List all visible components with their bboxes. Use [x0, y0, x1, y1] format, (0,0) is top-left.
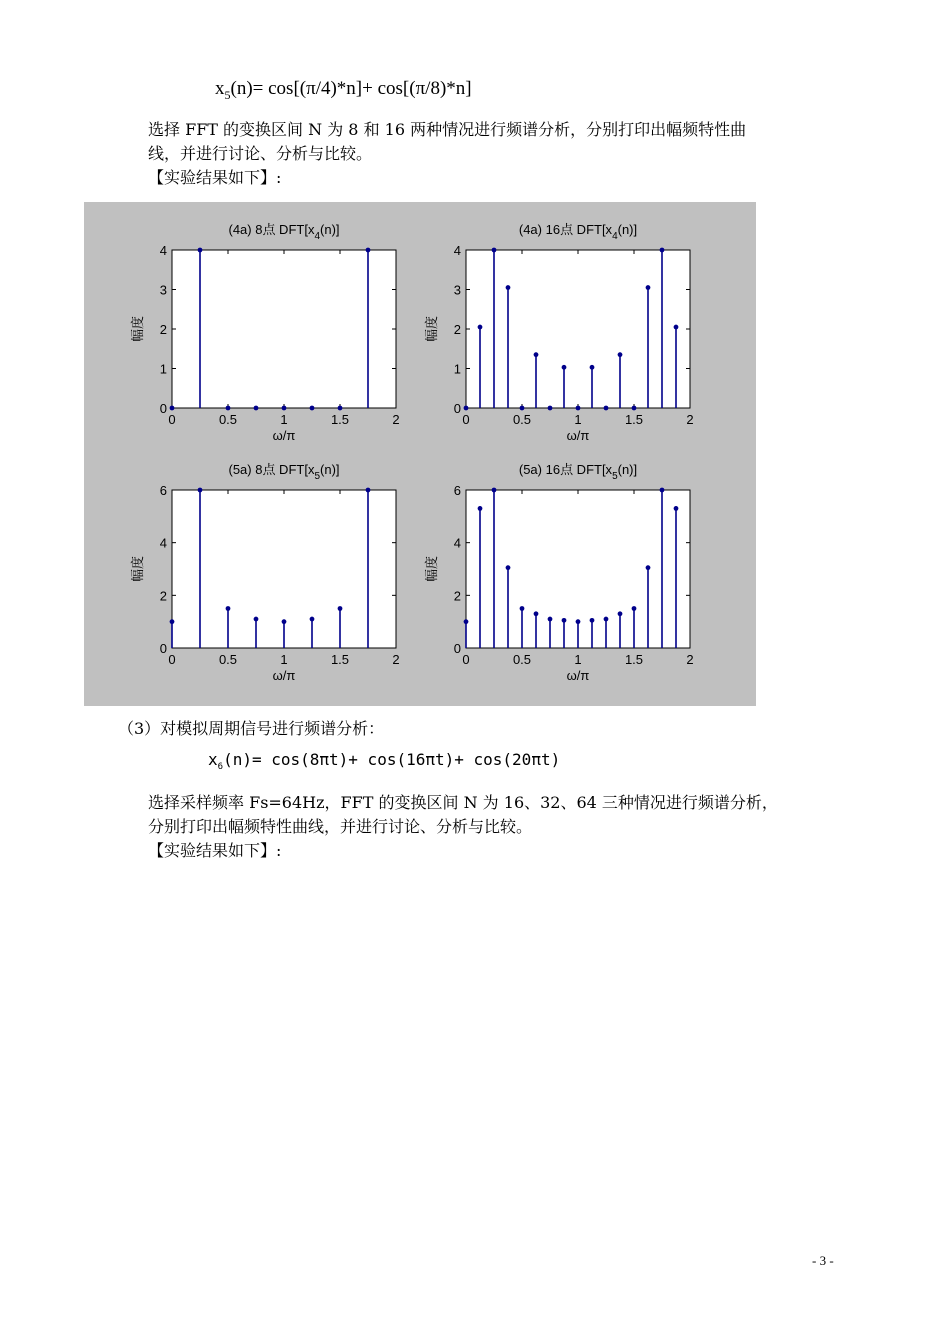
subplot-1	[130, 222, 400, 443]
formula-x5-rhs: (n)= cos[(π/4)*n]+ cos[(π/8)*n]	[230, 78, 472, 99]
formula-x6	[208, 750, 560, 772]
stem-marker	[506, 285, 511, 290]
y-tick-label: 6	[159, 483, 167, 498]
stem-marker	[226, 406, 231, 411]
x-tick-label: 1	[280, 652, 288, 667]
x-tick-label: 0.5	[512, 652, 532, 667]
stem-marker	[338, 406, 343, 411]
axes-box	[172, 250, 396, 408]
stem-marker	[198, 488, 203, 493]
stem-marker	[506, 565, 511, 570]
x-tick-label: 0.5	[512, 412, 532, 427]
y-axis-label: 幅度	[130, 315, 145, 343]
stem-marker	[520, 406, 525, 411]
stem-marker	[478, 506, 483, 511]
stem-marker	[604, 406, 609, 411]
paragraph-1-line-2: 线，并进行讨论、分析与比较。	[148, 144, 373, 163]
stem-marker	[534, 352, 539, 357]
stem-marker	[478, 325, 483, 330]
stem-marker	[618, 352, 623, 357]
stem-marker	[198, 248, 203, 253]
stem-marker	[520, 606, 525, 611]
y-tick-label: 4	[159, 535, 167, 551]
stem-marker	[660, 488, 665, 493]
formula-x5-sub: 5	[224, 87, 231, 102]
subplot-3	[130, 462, 400, 683]
subplot-title: (4a) 16点 $DFT[x_4(n)]$	[518, 222, 638, 242]
paragraph-1-line-1: 选择 FFT 的变换区间 N 为 8 和 16 两种情况进行频谱分析，分别打印出幅频特性曲	[148, 120, 747, 139]
formula-x5-lhs: x	[215, 78, 225, 99]
stem-marker	[366, 248, 371, 253]
y-axis-label: 幅度	[424, 555, 439, 583]
x-tick-label: 1.5	[624, 652, 644, 667]
stem-marker	[660, 248, 665, 253]
x-tick-label: 0	[462, 412, 470, 427]
formula-x6-sub: 6	[217, 762, 224, 773]
y-tick-label: 2	[453, 322, 461, 337]
stem-marker	[590, 618, 595, 623]
x-axis-label: ω/π	[566, 668, 590, 683]
stem-marker	[646, 565, 651, 570]
stem-marker	[534, 611, 539, 616]
stem-marker	[464, 619, 469, 624]
y-tick-label: 0	[159, 401, 167, 416]
x-axis-label: ω/π	[272, 668, 296, 683]
y-tick-label: 2	[159, 322, 167, 337]
x-tick-label: 0	[168, 412, 176, 427]
paragraph-1	[148, 118, 746, 190]
subplot-2	[424, 222, 694, 443]
x-tick-label: 0	[462, 652, 470, 667]
stem-marker	[310, 406, 315, 411]
stem-marker	[590, 365, 595, 370]
x-tick-label: 1.5	[624, 412, 644, 427]
y-tick-label: 4	[453, 535, 461, 551]
x-tick-label: 1	[574, 652, 582, 667]
y-tick-label: 4	[453, 243, 461, 258]
results-heading-1: 【实验结果如下】:	[148, 168, 282, 187]
y-tick-label: 1	[453, 361, 461, 377]
formula-x5	[215, 78, 472, 103]
y-tick-label: 0	[453, 641, 461, 656]
stem-marker	[576, 619, 581, 624]
page-number: - 3 -	[812, 1253, 834, 1268]
stem-marker	[674, 506, 679, 511]
axes-box	[466, 250, 690, 408]
y-tick-label: 1	[159, 361, 167, 377]
y-tick-label: 2	[453, 588, 461, 604]
x-tick-label: 1.5	[330, 412, 350, 427]
y-tick-label: 3	[159, 282, 167, 298]
stem-marker	[576, 406, 581, 411]
y-tick-label: 4	[159, 243, 167, 258]
stem-marker	[632, 606, 637, 611]
paragraph-2	[148, 791, 778, 863]
x-tick-label: 0.5	[218, 652, 238, 667]
stem-marker	[492, 248, 497, 253]
x-tick-label: 1.5	[330, 652, 350, 667]
x-tick-label: 0.5	[218, 412, 238, 427]
figure-stem-plots	[84, 202, 756, 706]
stem-marker	[170, 619, 175, 624]
y-tick-label: 3	[453, 282, 461, 298]
stem-marker	[254, 617, 259, 622]
results-heading-2: 【实验结果如下】:	[148, 841, 282, 860]
x-tick-label: 2	[686, 652, 694, 667]
figure-svg	[84, 202, 756, 706]
formula-x6-lhs: x	[208, 750, 218, 769]
section-3-heading: （3）对模拟周期信号进行频谱分析：	[118, 719, 385, 738]
stem-marker	[226, 606, 231, 611]
y-tick-label: 2	[159, 588, 167, 604]
subplot-title: (5a) 8点 $DFT[x_5(n)]$	[228, 462, 340, 482]
stem-marker	[548, 406, 553, 411]
stem-marker	[562, 618, 567, 623]
x-axis-label: ω/π	[566, 428, 590, 443]
formula-x6-rhs: (n)= cos(8πt)+ cos(16πt)+ cos(20πt)	[223, 750, 561, 769]
stem-marker	[254, 406, 259, 411]
x-tick-label: 2	[392, 652, 400, 667]
x-tick-label: 1	[574, 412, 582, 427]
stem-marker	[282, 619, 287, 624]
y-tick-label: 0	[159, 641, 167, 656]
x-tick-label: 2	[686, 412, 694, 427]
stem-marker	[618, 611, 623, 616]
subplot-4	[424, 462, 694, 683]
subplot-title: (4a) 8点 $DFT[x_4(n)]$	[228, 222, 340, 242]
stem-marker	[170, 406, 175, 411]
x-tick-label: 1	[280, 412, 288, 427]
stem-marker	[646, 285, 651, 290]
stem-marker	[632, 406, 637, 411]
stem-marker	[604, 617, 609, 622]
y-tick-label: 6	[453, 483, 461, 498]
x-tick-label: 2	[392, 412, 400, 427]
paragraph-2-line-1: 选择采样频率 Fs=64Hz，FFT 的变换区间 N 为 16、32、64 三种情况进行频谱分析，	[148, 793, 778, 812]
stem-marker	[338, 606, 343, 611]
stem-marker	[548, 617, 553, 622]
stem-marker	[562, 365, 567, 370]
y-axis-label: 幅度	[130, 555, 145, 583]
x-axis-label: ω/π	[272, 428, 296, 443]
y-tick-label: 0	[453, 401, 461, 416]
y-axis-label: 幅度	[424, 315, 439, 343]
stem-marker	[310, 617, 315, 622]
paragraph-2-line-2: 分别打印出幅频特性曲线，并进行讨论、分析与比较。	[148, 817, 533, 836]
stem-marker	[282, 406, 287, 411]
stem-marker	[366, 488, 371, 493]
stem-marker	[492, 488, 497, 493]
subplot-title: (5a) 16点 $DFT[x_5(n)]$	[518, 462, 638, 482]
stem-marker	[464, 406, 469, 411]
stem-marker	[674, 325, 679, 330]
x-tick-label: 0	[168, 652, 176, 667]
